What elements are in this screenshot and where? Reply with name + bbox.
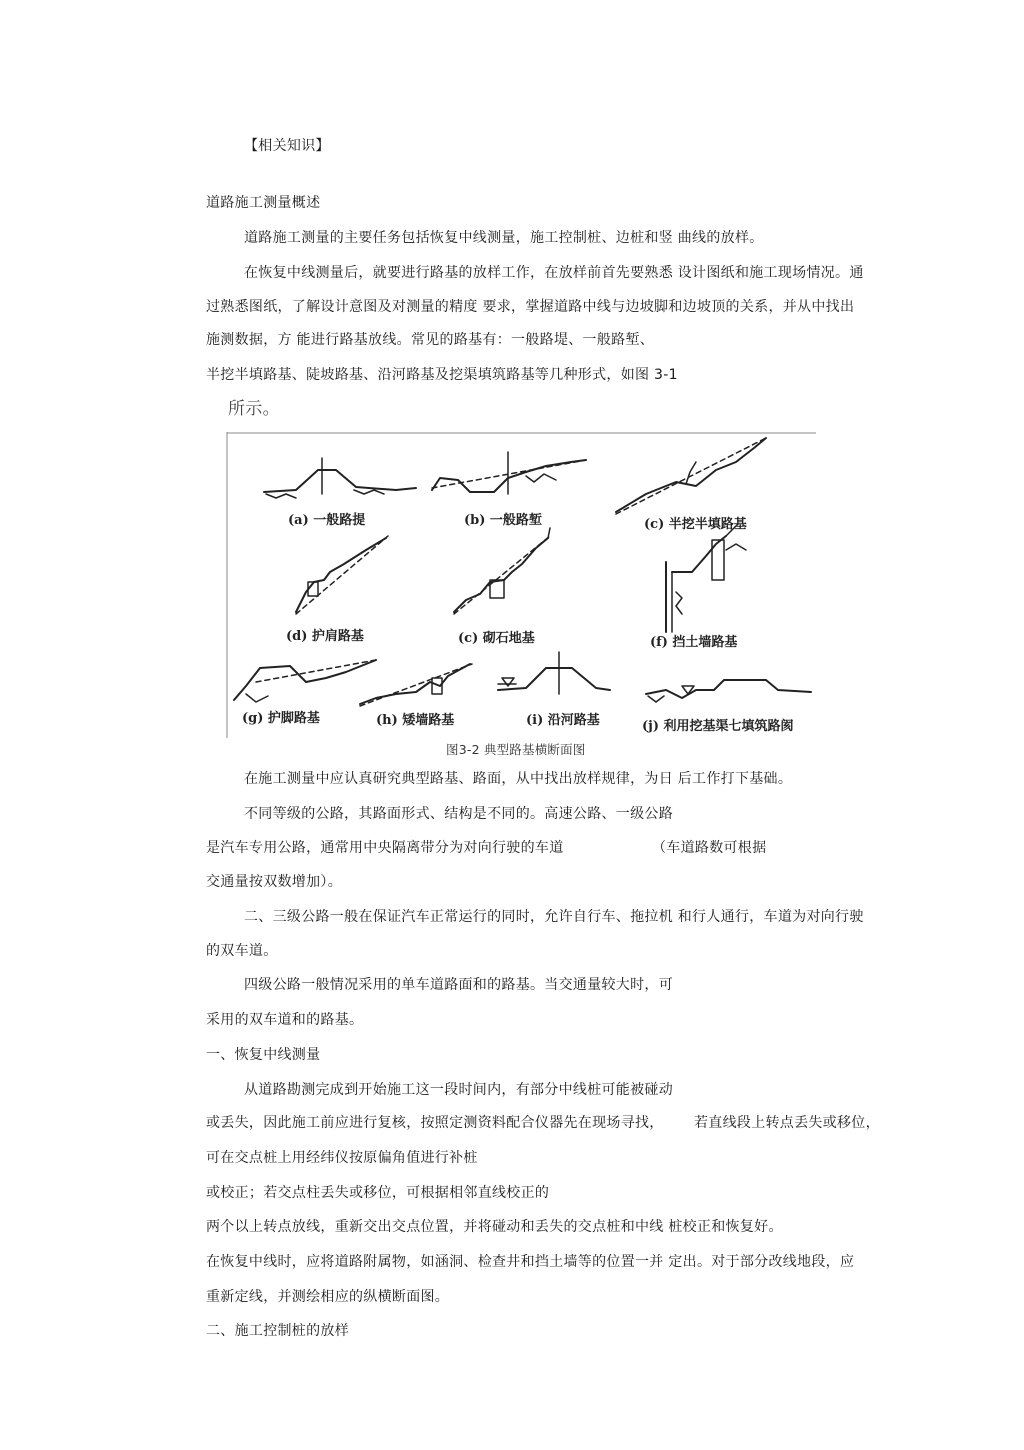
- paragraph-2-line-4: 半挖半填路基、陡坡路基、沿河路基及挖渠填筑路基等几种形式，如图 3-1: [206, 367, 678, 383]
- paragraph-7-line-3: 可在交点桩上用经纬仪按原偏角值进行补桩: [206, 1150, 478, 1166]
- diagram-g-toe: [234, 660, 376, 702]
- label-h: (h) 矮墙路基: [376, 713, 455, 728]
- figure-caption: 图3-2 典型路基横断面图: [446, 742, 586, 757]
- label-g: (g) 护脚路基: [242, 711, 320, 726]
- paragraph-4-line-2a: 是汽车专用公路，通常用中央隔离带分为对向行驶的车道: [206, 840, 564, 856]
- overview-title: 道路施工测量概述: [206, 195, 321, 211]
- roadbed-diagrams: [226, 432, 816, 738]
- section-2-title: 二、施工控制桩的放样: [206, 1323, 349, 1339]
- diagram-b-cutting: [432, 452, 586, 494]
- paragraph-8-line-2: 重新定线，并测绘相应的纵横断面图。: [206, 1289, 450, 1305]
- paragraph-7-line-4: 或校正；若交点柱丢失或移位，可根据相邻直线校正的: [206, 1185, 550, 1201]
- paragraph-4-line-3: 交通量按双数增加）。: [206, 874, 342, 890]
- paragraph-7-line-5: 两个以上转点放线，重新交出交点位置，并将碰动和丢失的交点桩和中线 桩校正和恢复好。: [206, 1219, 783, 1235]
- related-knowledge-heading: 【相关知识】: [244, 138, 330, 154]
- paragraph-6-line-1: 四级公路一般情况采用的单车道路面和的路基。当交通量较大时，可: [244, 977, 673, 993]
- diagram-e-masonry: [454, 528, 550, 614]
- label-b: (b) 一般路堑: [464, 513, 542, 528]
- section-1-title: 一、恢复中线测量: [206, 1047, 321, 1063]
- paragraph-7-line-2b: 若直线段上转点丢失或移位，: [694, 1115, 880, 1131]
- roadbed-cross-section-figure: [226, 432, 816, 738]
- label-a: (a) 一般路提: [288, 513, 366, 528]
- label-j: (j) 利用挖基渠七填筑路阂: [642, 719, 794, 734]
- paragraph-1: 道路施工测量的主要任务包括恢复中线测量，施工控制桩、边桩和竖 曲线的放样。: [244, 230, 764, 246]
- paragraph-2-line-1: 在恢复中线测量后，就要进行路基的放样工作，在放样前首先要熟悉 设计图纸和施工现场情况。通: [244, 265, 864, 281]
- paragraph-2-line-2: 过熟悉图纸，了解设计意图及对测量的精度 要求，掌握道路中线与边坡脚和边坡顶的关系，并从中找出: [206, 299, 855, 315]
- diagram-i-riverside: [498, 652, 610, 694]
- label-f: (f) 挡土墙路基: [650, 635, 738, 650]
- paragraph-6-line-2: 采用的双车道和的路基。: [206, 1012, 364, 1028]
- paragraph-5-line-1: 二、三级公路一般在保证汽车正常运行的同时，允许自行车、拖拉机 和行人通行，车道为对向行驶: [244, 909, 864, 925]
- diagram-d-shoulder: [296, 536, 388, 614]
- paragraph-7-line-2a: 或丢失，因此施工前应进行复核，按照定测资料配合仪器先在现场寻找，: [206, 1115, 664, 1131]
- paragraph-4-line-1: 不同等级的公路，其路面形式、结构是不同的。高速公路、一级公路: [244, 806, 673, 822]
- diagram-j-ditch-fill: [646, 680, 811, 702]
- paragraph-8-line-1: 在恢复中线时，应将道路附属物，如涵洞、检查井和挡土墙等的位置一并 定出。对于部分改线地段，应: [206, 1254, 855, 1270]
- paragraph-3: 在施工测量中应认真研究典型路基、路面，从中找出放样规律，为日 后工作打下基础。: [244, 771, 793, 787]
- paragraph-5-line-2: 的双车道。: [206, 943, 278, 959]
- diagram-a-embankment: [264, 458, 416, 498]
- paragraph-2-line-3: 施测数据，方 能进行路基放线。常见的路基有：一般路堤、一般路堑、: [206, 332, 655, 348]
- label-i: (i) 沿河路基: [526, 713, 600, 728]
- paragraph-7-line-1: 从道路勘测完成到开始施工这一段时间内，有部分中线桩可能被碰动: [244, 1082, 673, 1098]
- label-e: (c) 砌石地基: [458, 631, 535, 646]
- diagram-c-half-cut-half-fill: [616, 438, 766, 514]
- label-d: (d) 护肩路基: [286, 629, 364, 644]
- diagram-h-low-wall: [360, 664, 472, 706]
- diagram-f-retaining-wall: [666, 524, 746, 632]
- paragraph-4-line-2b: （车道路数可根据: [652, 840, 767, 856]
- label-c: (c) 半挖半填路基: [644, 517, 747, 532]
- paragraph-2-line-5: 所示。: [228, 399, 280, 419]
